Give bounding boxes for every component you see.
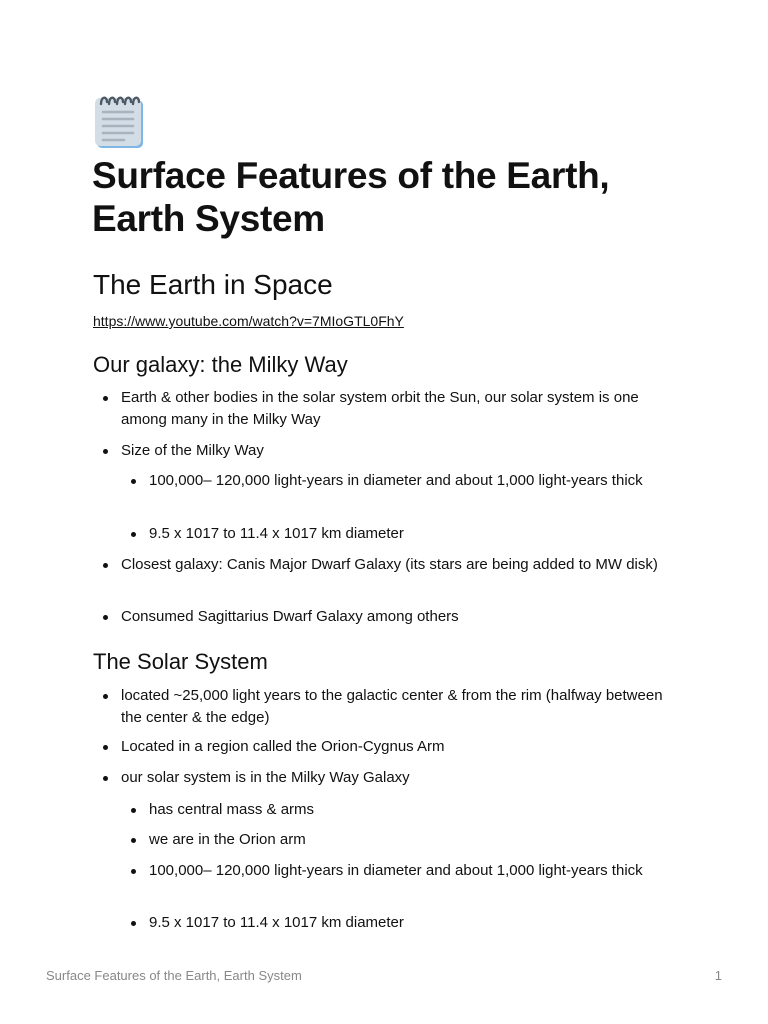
list-item: located ~25,000 light years to the galactic center & from the rim (halfway between the center & the edge) <box>121 687 663 726</box>
bullet-dot <box>131 921 136 926</box>
bullet-dot <box>131 479 136 484</box>
list-item: 9.5 x 1017 to 11.4 x 1017 km diameter <box>149 914 404 931</box>
list-item: 100,000– 120,000 light-years in diameter and about 1,000 light-years thick <box>149 862 643 879</box>
bullet-dot <box>103 563 108 568</box>
bullet-dot <box>103 745 108 750</box>
list-item: Size of the Milky Way <box>121 442 264 459</box>
bullet-dot <box>131 869 136 874</box>
list-item: Consumed Sagittarius Dwarf Galaxy among others <box>121 608 459 625</box>
youtube-video-link[interactable]: https://www.youtube.com/watch?v=7MIoGTL0FhY <box>93 313 404 329</box>
bullet-dot <box>131 532 136 537</box>
section-heading-earth-in-space: The Earth in Space <box>93 269 333 300</box>
list-item: has central mass & arms <box>149 801 315 818</box>
page-title: Surface Features of the Earth, Earth System <box>92 155 610 239</box>
bullet-dot <box>131 838 136 843</box>
list-item: 100,000– 120,000 light-years in diameter and about 1,000 light-years thick <box>149 472 643 489</box>
bullet-dot <box>131 808 136 813</box>
footer-page-number: 1 <box>714 968 722 983</box>
section-heading-solar-system: The Solar System <box>93 649 268 674</box>
list-item: Closest galaxy: Canis Major Dwarf Galaxy (its stars are being added to MW disk) <box>121 556 658 573</box>
bullet-dot <box>103 694 108 699</box>
list-item: Located in a region called the Orion-Cygnus Arm <box>121 738 445 755</box>
footer-document-title: Surface Features of the Earth, Earth System <box>46 968 302 983</box>
bullet-dot <box>103 449 108 454</box>
list-item: we are in the Orion arm <box>149 831 306 848</box>
list-item: our solar system is in the Milky Way Galaxy <box>121 769 410 786</box>
bullet-dot <box>103 776 108 781</box>
spiral-notepad-icon <box>94 94 148 150</box>
bullet-dot <box>103 396 108 401</box>
list-item: 9.5 x 1017 to 11.4 x 1017 km diameter <box>149 525 404 542</box>
list-item: Earth & other bodies in the solar system orbit the Sun, our solar system is one among many in the Milky Way <box>121 389 639 428</box>
bullet-dot <box>103 615 108 620</box>
section-heading-our-galaxy: Our galaxy: the Milky Way <box>93 352 348 377</box>
